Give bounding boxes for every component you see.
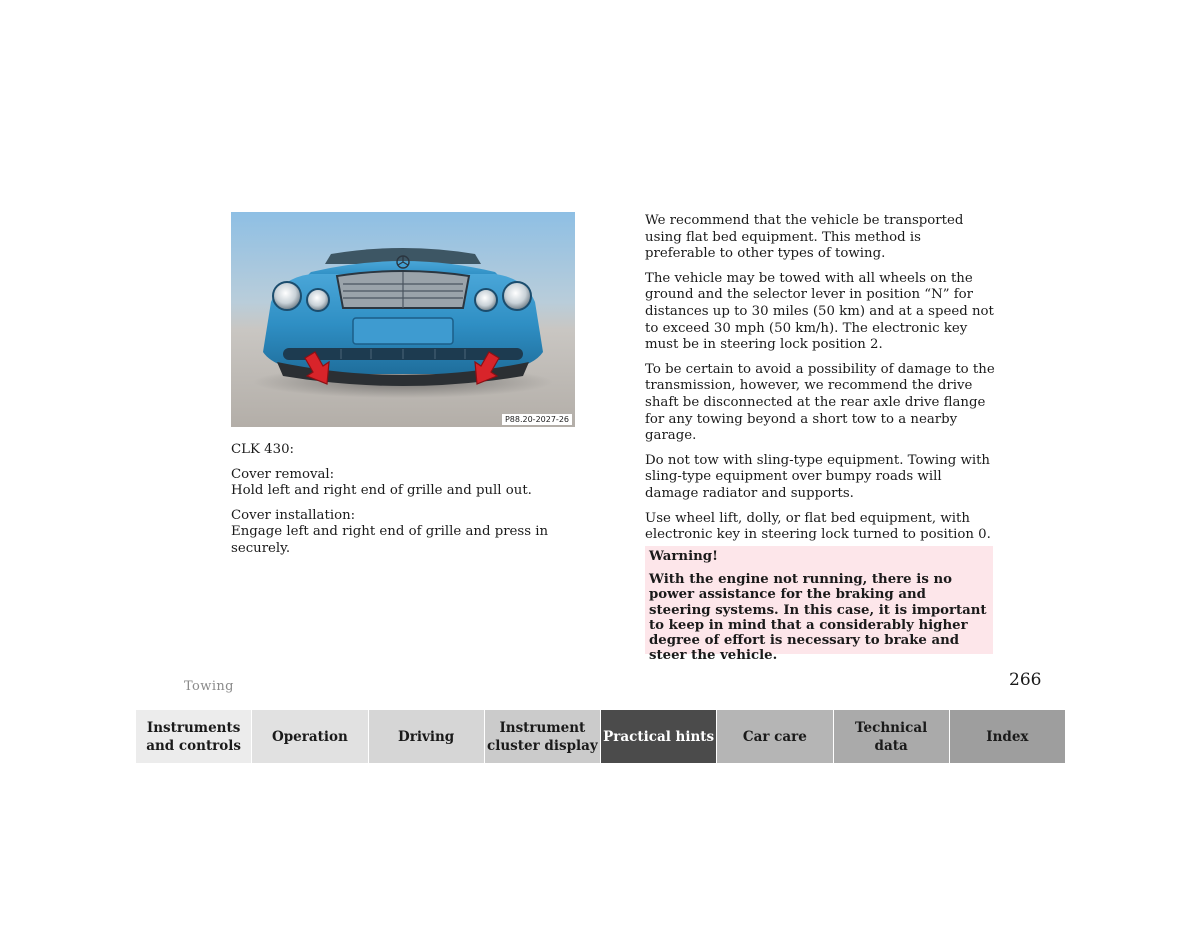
paragraph-drive-shaft: To be certain to avoid a possibility of damage to the transmission, however, we recommend the drive shaft be disconnected at the rear axle drive flange for any towing beyond a short tow to a nearby garage. xyxy=(645,361,995,444)
model-label: CLK 430: xyxy=(231,442,295,457)
tab-instruments-and-controls[interactable] xyxy=(136,710,252,763)
tab-practical-hints[interactable] xyxy=(601,710,717,763)
cover-installation xyxy=(231,508,591,558)
paragraph-all-wheels: The vehicle may be towed with all wheels on the ground and the selector lever in position “N” for distances up to 30 miles (50 km) and at a speed not to exceed 30 mph (50 km/h). The electronic key must be in steering lock position 2. xyxy=(645,270,994,353)
tab-label: Practical hints xyxy=(603,728,715,745)
tab-label: data xyxy=(874,737,908,754)
cover-installation-heading: Cover installation: xyxy=(231,507,356,523)
car-front-illustration xyxy=(231,212,575,427)
tab-label: Instruments xyxy=(146,719,241,736)
tab-label: Instrument xyxy=(499,719,586,736)
warning-box xyxy=(645,546,993,664)
chapter-nav xyxy=(136,710,1065,763)
left-column xyxy=(231,442,591,566)
tab-operation[interactable] xyxy=(252,710,368,763)
paragraph-sling: Do not tow with sling-type equipment. Towing with sling-type equipment over bumpy roads will damage radiator and supports. xyxy=(645,452,990,501)
cover-removal-heading: Cover removal: xyxy=(231,466,335,482)
tab-car-care[interactable] xyxy=(717,710,833,763)
tab-driving[interactable] xyxy=(369,710,485,763)
cover-removal xyxy=(231,467,591,500)
warning-title: Warning! xyxy=(649,549,718,564)
paragraph-wheel-lift: Use wheel lift, dolly, or flat bed equipment, with electronic key in steering lock turned to position 0. xyxy=(645,510,991,543)
page-number: 266 xyxy=(1009,670,1042,690)
tab-label: and controls xyxy=(146,737,242,754)
cover-removal-text: Hold left and right end of grille and pull out. xyxy=(231,483,532,499)
tab-label: Driving xyxy=(398,728,455,745)
tab-label: Technical xyxy=(855,719,928,736)
tab-instrument-cluster-display[interactable] xyxy=(485,710,601,763)
car-front-drawing xyxy=(231,212,575,427)
tab-label: Operation xyxy=(271,728,348,745)
tab-index[interactable] xyxy=(950,710,1065,763)
warning-text: With the engine not running, there is no power assistance for the braking and steering systems. In this case, it is important to keep in mind that a considerably higher degree of effort is necessary to brake and steer the vehicle. xyxy=(649,572,987,664)
tab-label: Car care xyxy=(742,728,807,745)
paragraph-transport: We recommend that the vehicle be transported using flat bed equipment. This method is preferable to other types of towing. xyxy=(645,213,964,262)
right-column xyxy=(645,213,995,552)
figure-code: P88.20-2027-26 xyxy=(502,414,572,425)
tab-label: Index xyxy=(986,728,1029,745)
tab-label: cluster display xyxy=(487,737,598,754)
section-label: Towing xyxy=(184,679,234,694)
tab-technical-data[interactable] xyxy=(834,710,950,763)
cover-installation-text: Engage left and right end of grille and press in securely. xyxy=(231,524,549,556)
